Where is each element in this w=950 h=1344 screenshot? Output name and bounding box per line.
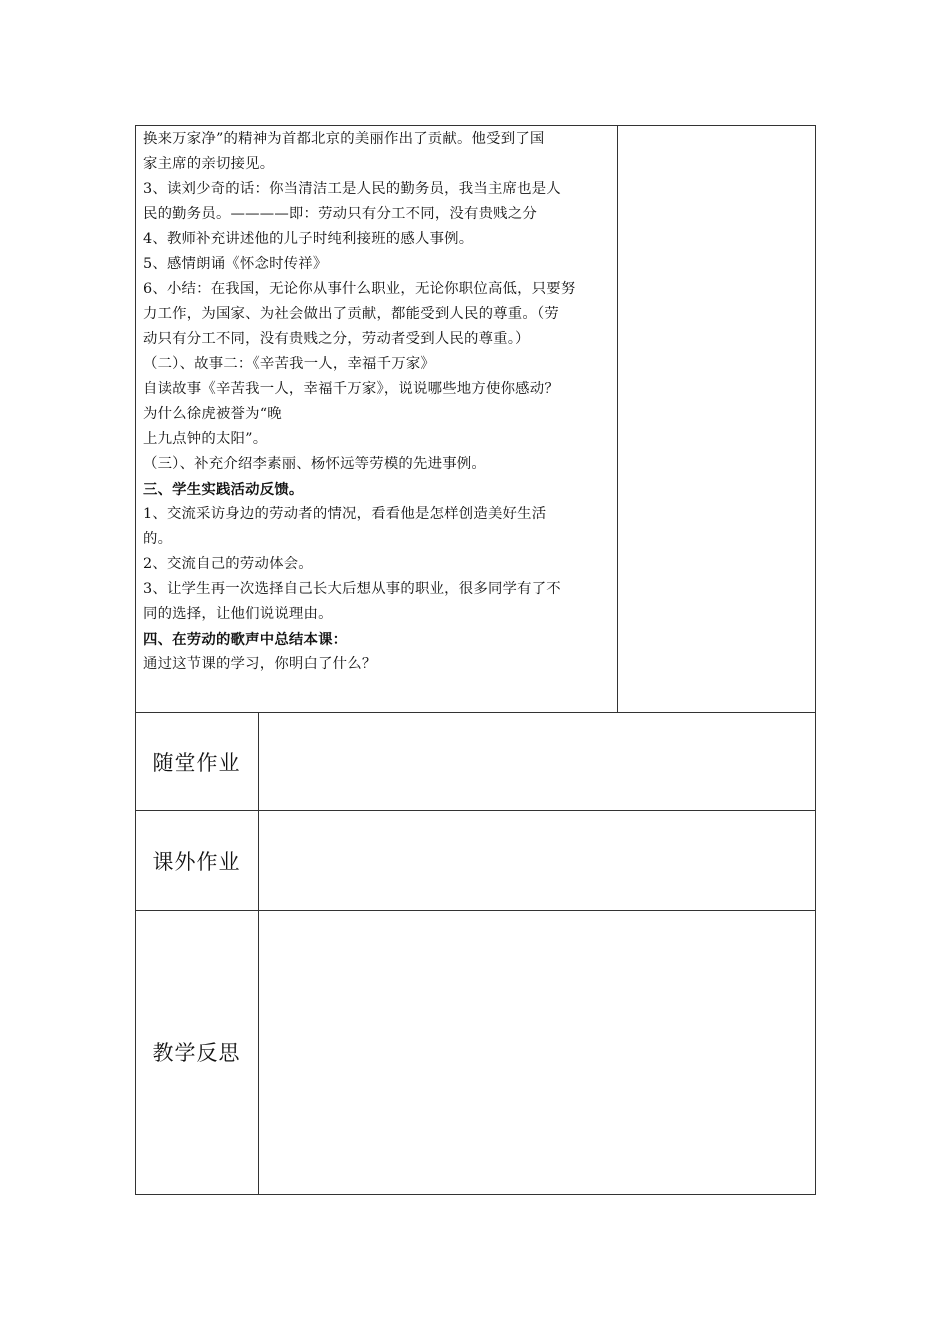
- lesson-line: 3、读刘少奇的话：你当清洁工是人民的勤务员，我当主席也是人: [143, 181, 561, 197]
- notes-cell: [618, 125, 816, 712]
- lesson-line: （二）、故事二：《辛苦我一人，幸福千万家》: [143, 356, 436, 372]
- lesson-line: 通过这节课的学习，你明白了什么？: [143, 656, 377, 672]
- lesson-line: 三、学生实践活动反馈。: [143, 481, 304, 498]
- lesson-line: 6、小结：在我国，无论你从事什么职业，无论你职位高低，只要努: [143, 281, 576, 297]
- lesson-line: 力工作，为国家、为社会做出了贡献，都能受到人民的尊重。（劳: [143, 306, 559, 322]
- lesson-line: 1、交流采访身边的劳动者的情况，看看他是怎样创造美好生活: [143, 506, 547, 522]
- lesson-line: 家主席的亲切接见。: [143, 156, 275, 172]
- lesson-line: 为什么徐虎被誉为“晚: [143, 406, 282, 422]
- lesson-line: 3、让学生再一次选择自己长大后想从事的职业，很多同学有了不: [143, 581, 561, 597]
- reflection-cell: [259, 911, 816, 1195]
- lesson-line: 自读故事《辛苦我一人，幸福千万家》，说说哪些地方使你感动？: [143, 381, 559, 397]
- lesson-line: 同的选择，让他们说说理由。: [143, 606, 333, 622]
- lesson-plan-table: [135, 125, 816, 1195]
- homework-label: 课外作业: [152, 850, 241, 874]
- lesson-line: 上九点钟的太阳”。: [143, 431, 268, 447]
- lesson-line: 4、教师补充讲述他的儿子时纯利接班的感人事例。: [143, 231, 474, 247]
- lesson-line: 民的勤务员。————即：劳动只有分工不同，没有贵贱之分: [143, 206, 537, 222]
- lesson-line: 5、感情朗诵《怀念时传祥》: [143, 256, 328, 272]
- lesson-line: 四、在劳动的歌声中总结本课：: [143, 631, 348, 648]
- lesson-content: [143, 127, 611, 677]
- lesson-line: 换来万家净”的精神为首都北京的美丽作出了贡献。他受到了国: [143, 131, 545, 147]
- lesson-line: 的。: [143, 531, 173, 547]
- lesson-line: 2、交流自己的劳动体会。: [143, 556, 313, 572]
- classwork-label: 随堂作业: [152, 751, 241, 775]
- classwork-cell: [259, 713, 816, 810]
- lesson-line: （三）、补充介绍李素丽、杨怀远等劳模的先进事例。: [143, 456, 486, 472]
- homework-cell: [259, 811, 816, 910]
- reflection-label: 教学反思: [152, 1041, 241, 1065]
- lesson-line: 动只有分工不同，没有贵贱之分，劳动者受到人民的尊重。）: [143, 331, 530, 347]
